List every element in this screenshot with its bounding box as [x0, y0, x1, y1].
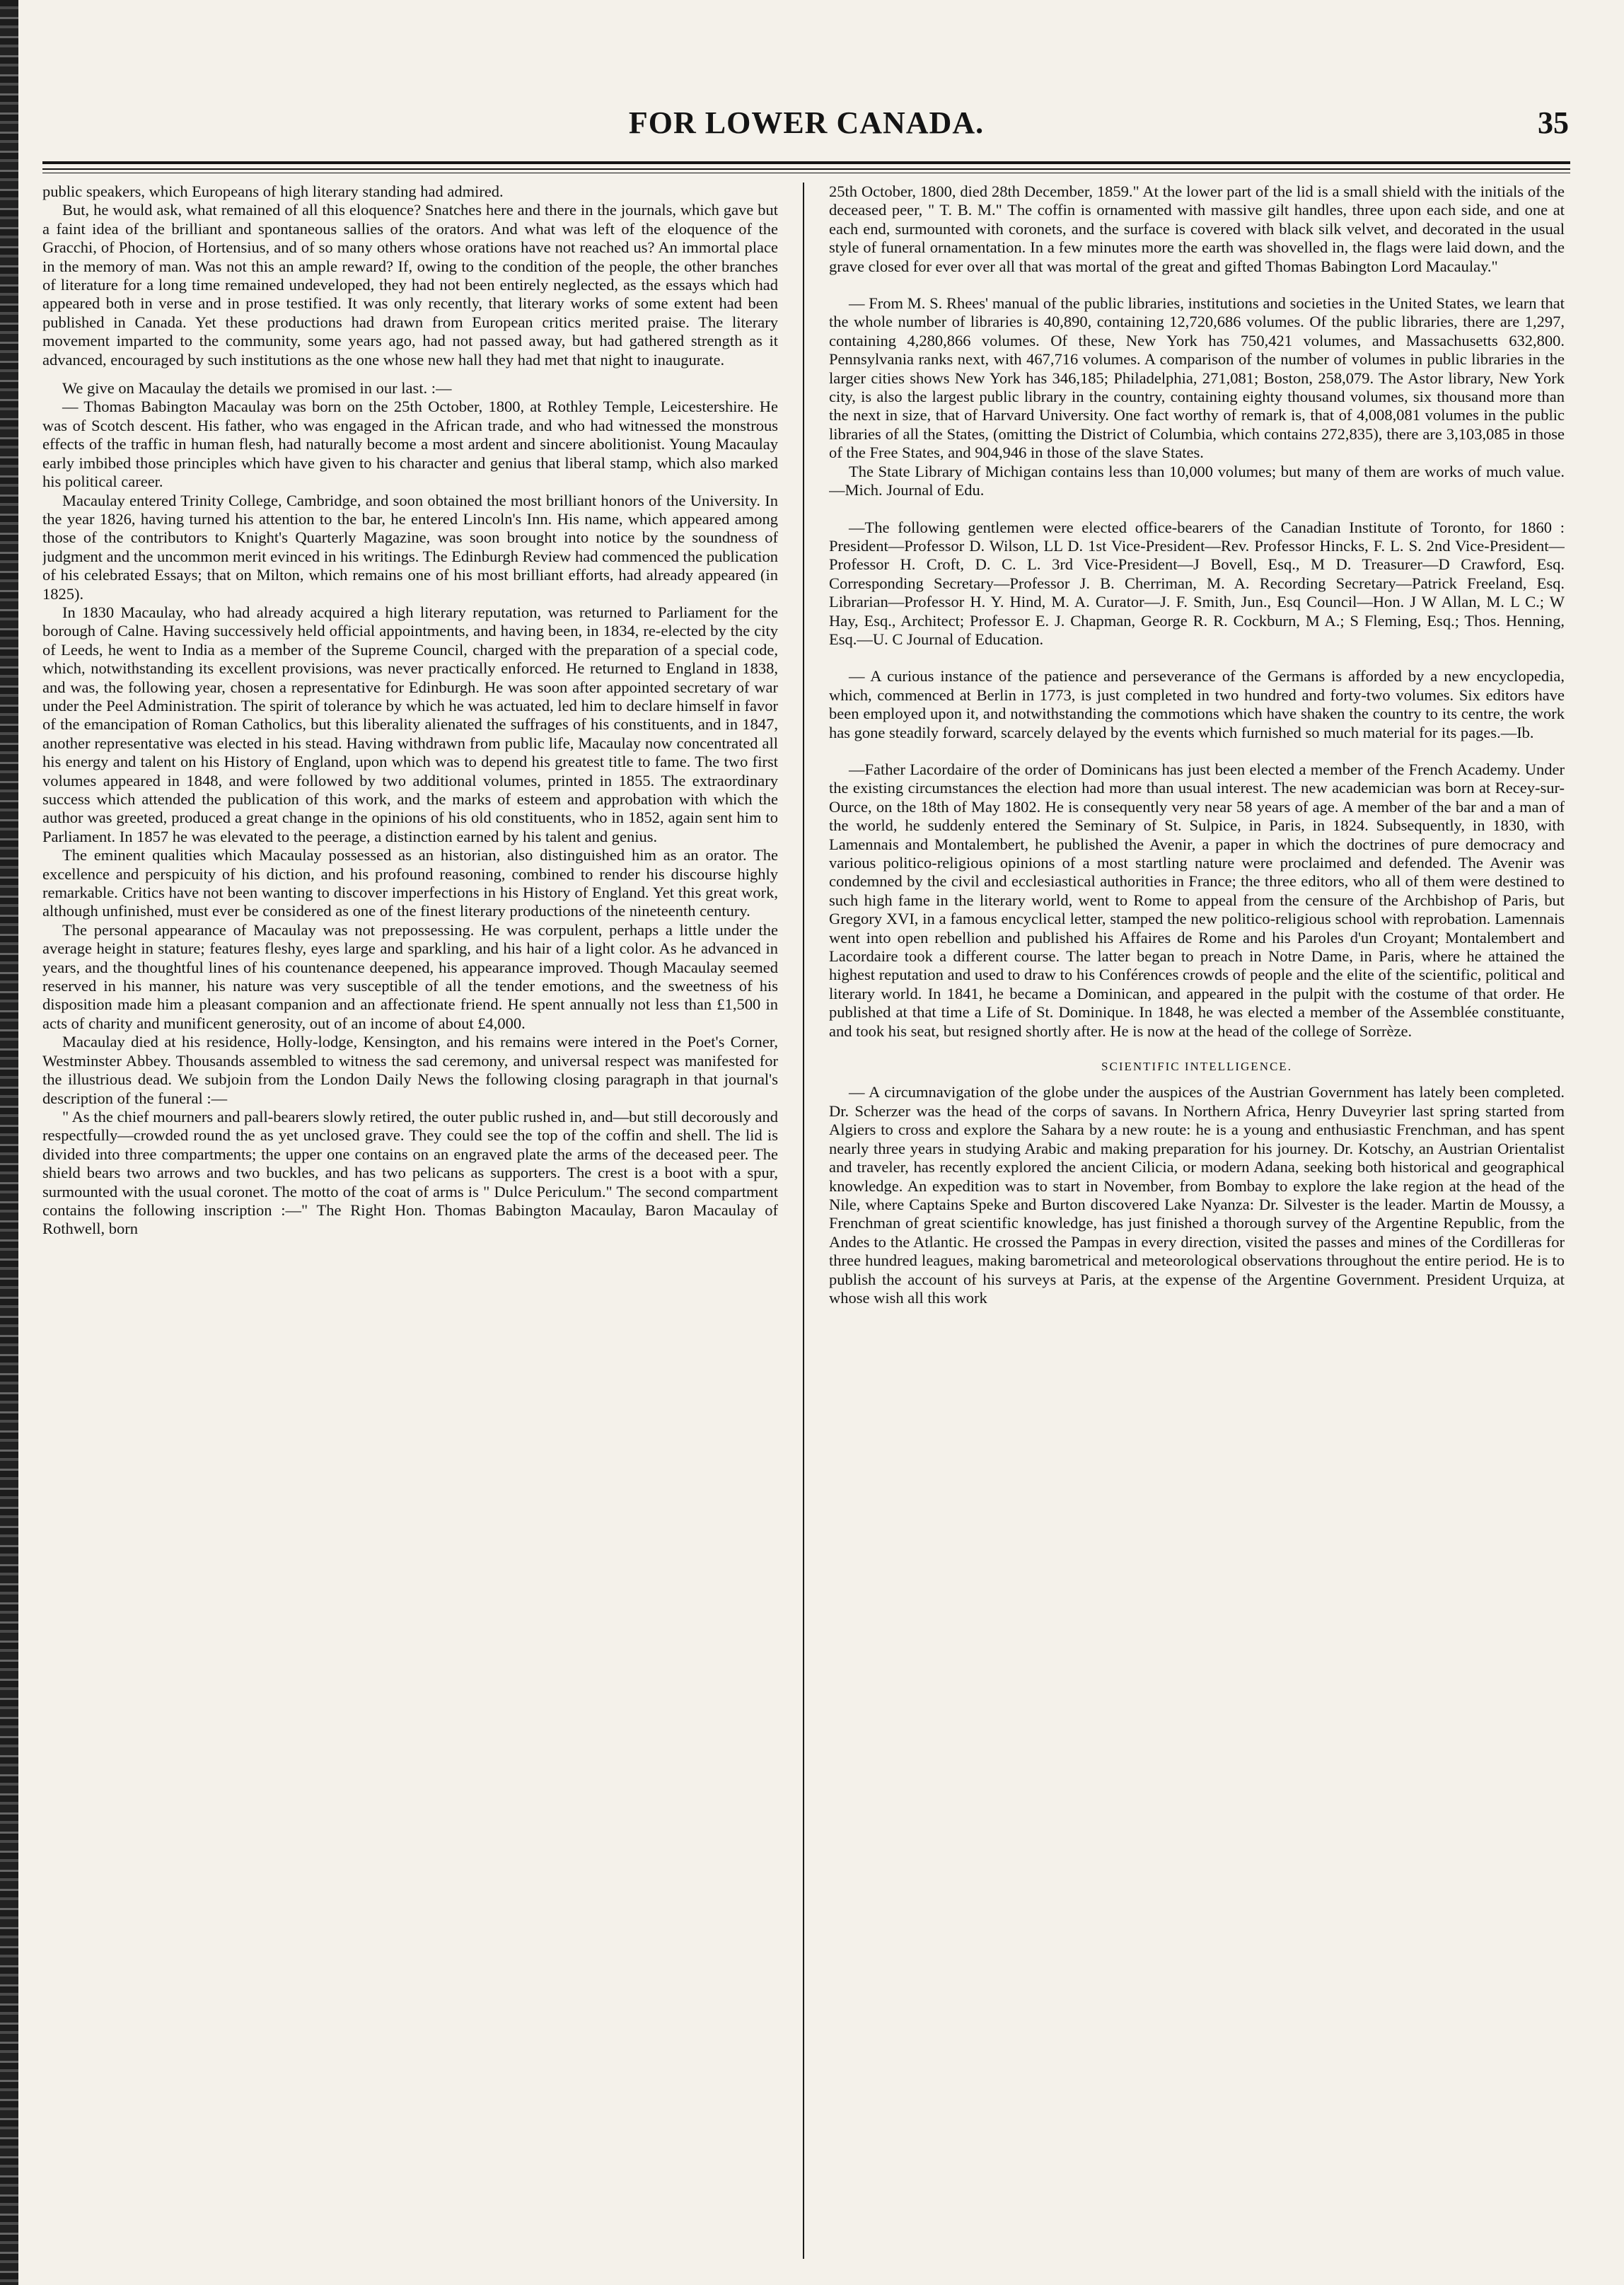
left-paragraph: — Thomas Babington Macaulay was born on the 25th October, 1800, at Rothley Temple, Leicestershire. He was of Scotch descent. His father, who was engaged in the African trade, and who had witnessed the monstrous effects of the traffic in human flesh, had naturally become a most ardent and sincere abolitionist. Young Macaulay early imbibed those principles which have given to his character and genius that liberal stamp, which also marked his political career.: [42, 398, 778, 491]
left-paragraph: Macaulay died at his residence, Holly-lodge, Kensington, and his remains were intered in the Poet's Corner, Westminster Abbey. Thousands assembled to witness the sad ceremony, and universal respect was manifested for the illustrious dead. We subjoin from the London Daily News the following closing paragraph in that journal's description of the funeral :—: [42, 1033, 778, 1107]
right-paragraph: —The following gentlemen were elected office-bearers of the Canadian Institute of Toronto, for 1860 : President—Professor D. Wilson, LL D. 1st Vice-President—Rev. Professor Hincks, F. L. S. 2nd Vice-President—Professor H. Croft, D. C. L. 3rd Vice-President—J Bovell, Esq., M D. Treasurer—D Crawford, Esq. Corresponding Secretary—Professor J. B. Cherriman, M. A. Recording Secretary—Patrick Freeland, Esq. Librarian—Professor H. Y. Hind, M. A. Curator—J. F. Smith, Jun., Esq Council—Hon. J W Allan, M. L C.; W Hay, Esq., Architect; Professor E. J. Chapman, George R. R. Cockburn, M A.; S Fleming, Esq.; Thos. Henning, Esq.—U. C Journal of Education.: [829, 518, 1565, 648]
page-header: [42, 105, 1570, 154]
page-number: 35: [1538, 105, 1569, 140]
left-paragraph: The eminent qualities which Macaulay possessed as an historian, also distinguished him as an orator. The excellence and perspicuity of his diction, and his profound reasoning, combined to render his discourse highly remarkable. Critics have not been wanting to discover imperfections in his History of England. Yet this great work, although unfinished, must ever be considered as one of the finest literary productions of the nineteenth century.: [42, 846, 778, 920]
section-heading: SCIENTIFIC INTELLIGENCE.: [1101, 1060, 1292, 1074]
newspaper-page: [42, 0, 1570, 2285]
left-paragraph: Macaulay entered Trinity College, Cambridge, and soon obtained the most brilliant honors of the University. In the year 1826, having turned his attention to the bar, he entered Lincoln's Inn. His name, which appeared among those of the contributors to Knight's Quarterly Magazine, was soon brought into notice by the soundness of judgment and the uncommon merit evinced in his writings. The Edinburgh Review had commenced the publication of his celebrated Essays; that on Milton, which remains one of his most brilliant efforts, had already appeared (in 1825).: [42, 491, 778, 603]
left-paragraph: The personal appearance of Macaulay was not prepossessing. He was corpulent, perhaps a little under the average height in stature; features fleshy, eyes large and sparkling, and his hair of a light color. As he advanced in years, and the thoughtful lines of his countenance deepened, his appearance improved. Though Macaulay seemed reserved in his manner, his nature was very susceptible of all the tender emotions, and the sweetness of his disposition made him a pleasant companion and an affectionate friend. He spent annually not less than £1,500 in acts of charity and munificent generosity, out of an income of about £4,000.: [42, 920, 778, 1032]
header-rule-thin: [42, 168, 1570, 170]
right-paragraph: 25th October, 1800, died 28th December, 1859." At the lower part of the lid is a small shield with the initials of the deceased peer, " T. B. M." The coffin is ornamented with massive gilt handles, three upon each side, and one at each end, surmounted with coronets, and the surface is covered with black silk velvet, and decorated in the usual style of funeral ornamentation. In a few minutes more the earth was shovelled in, the flags were laid down, and the grave closed for ever over all that was mortal of the great and gifted Thomas Babington Lord Macaulay.": [829, 183, 1565, 275]
left-column: [42, 183, 778, 2259]
left-paragraph: " As the chief mourners and pall-bearers slowly retired, the outer public rushed in, and—but still decorously and respectfully—crowded round the as yet unclosed grave. They could see the top of the coffin and shell. The lid is divided into three compartments; the upper one contains on an engraved plate the arms of the deceased peer. The shield bears two arrows and two buckles, and has two pelicans as supporters. The crest is a boot with a spur, surmounted with the usual coronet. The motto of the coat of arms is " Dulce Periculum." The second compartment contains the following inscription :—" The Right Hon. Thomas Babington Macaulay, Baron Macaulay of Rothwell, born: [42, 1107, 778, 1238]
column-divider: [803, 183, 804, 2259]
right-paragraph: —Father Lacordaire of the order of Dominicans has just been elected a member of the French Academy. Under the existing circumstances the election had more than usual interest. The new academician was born at Recey-sur-Ource, on the 18th of May 1802. He is consequently very near 58 years of age. A member of the bar and a man of the world, he suddenly entered the Seminary of St. Sulpice, in Paris, in 1824. Subsequently, in 1830, with Lamennais and Montalembert, he published the Avenir, a paper in which the doctrines of pure democracy and various politico-religious opinions of a most startling nature were proclaimed and defended. The Avenir was condemned by the civil and ecclesiastical authorities in France; the three editors, who all of them were destined to such high fame in the literary world, went to Rome to appeal from the censure of the Archbishop of Paris, but Gregory XVI, in a famous encyclical letter, stamped the new politico-religious school with reprobation. Lamennais went into open rebellion and published his Affaires de Rome and his Paroles d'un Croyant; Montalembert and Lacordaire took a different course. The latter began to preach in Notre Dame, in Paris, where he attained the highest reputation and used to draw to his Conférences crowds of people and the elite of the scientific, political and literary world. In 1841, he became a Dominican, and appeared in the pulpit with the costume of that order. He published at that time a Life of St. Dominique. In 1848, he was elected a member of the Assemblée constituante, and took his seat, but resigned shortly after. He is now at the head of the college of Sorrèze.: [829, 760, 1565, 1040]
right-paragraph: The State Library of Michigan contains less than 10,000 volumes; but many of them are works of much value.—Mich. Journal of Edu.: [829, 462, 1565, 499]
right-column: [829, 183, 1565, 2259]
running-title: FOR LOWER CANADA.: [628, 105, 985, 140]
page-binding-edge: [0, 0, 18, 2285]
header-rule-thick: [42, 161, 1570, 164]
right-paragraph: — A curious instance of the patience and perseverance of the Germans is afforded by a new encyclopedia, which, commenced at Berlin in 1773, is just completed in two hundred and forty-two volumes. Six editors have been employed upon it, and notwithstanding the commotions which have shaken the country to its centre, the work has gone steadily forward, scarcely delayed by the events which furnished so much material for its pages.—Ib.: [829, 667, 1565, 741]
right-paragraph: — From M. S. Rhees' manual of the public libraries, institutions and societies in the United States, we learn that the whole number of libraries is 40,890, containing 12,720,686 volumes. Of the public libraries, there are 1,297, containing 4,280,866 volumes. Of these, New York has 750,421 volumes, and Massachusetts 632,800. Pennsylvania ranks next, with 467,716 volumes. A comparison of the number of volumes in public libraries in the larger cities shows New York has 346,185; Philadelphia, 271,081; Boston, 258,079. The Astor library, New York city, is also the largest public library in the country, containing eighty thousand volumes, six thousand more than the next in size, that of Harvard University. One fact worthy of remark is, that of 4,008,081 volumes in the public libraries of all the States, (omitting the District of Columbia, which contains 272,835), there are 3,103,085 in those of the Free States, and 904,946 in those of the slave States.: [829, 294, 1565, 462]
left-paragraph: public speakers, which Europeans of high literary standing had admired.: [42, 183, 504, 200]
left-paragraph: In 1830 Macaulay, who had already acquired a high literary reputation, was returned to Parliament for the borough of Calne. Having successively held official appointments, and having been, in 1834, re-elected by the city of Leeds, he went to India as a member of the Supreme Council, charged with the preparation of a special code, which, notwithstanding its excellent provisions, was never practically enforced. He returned to England in 1838, and was, the following year, chosen a representative for Edinburgh. He was soon after appointed secretary of war under the Peel Administration. The spirit of tolerance by which he was actuated, led him to declare himself in favor of the emancipation of Roman Catholics, but this liberality alienated the suffrages of his constituents, and in 1847, another representative was elected in his stead. Having withdrawn from public life, Macaulay now concentrated all his energy and talent on his History of England, upon which was to depend his greatest title to fame. The two first volumes appeared in 1848, and were followed by two additional volumes, printed in 1855. The extraordinary success which attended the publication of this work, and the marks of esteem and approbation with which the author was greeted, produced a great change in the opinions of his old constituents, who in 1852, again sent him to Parliament. In 1857 he was elevated to the peerage, a distinction earned by his talent and genius.: [42, 603, 778, 845]
left-paragraph: But, he would ask, what remained of all this eloquence? Snatches here and there in the journals, which gave but a faint idea of the brilliant and spontaneous sallies of the orators. And what was left of the eloquence of the Gracchi, of Phocion, of Hortensius, and of so many others whose orations have not reached us? An immortal place in the memory of man. Was not this an ample reward? If, owing to the condition of the people, the other branches of literature for a long time remained undeveloped, they had not been entirely neglected, as the essays which had appeared both in verse and in prose testified. It was only recently, that literary works of some extent had been published in Canada. Yet these productions had drawn from European critics merited praise. The literary movement imparted to the community, some years ago, had not passed away, but had gathered strength as it advanced, encouraged by such institutions as the one whose new hall they had met that night to inaugurate.: [42, 201, 778, 369]
right-paragraph: — A circumnavigation of the globe under the auspices of the Austrian Government has lately been completed. Dr. Scherzer was the head of the corps of savans. In Northern Africa, Henry Duveyrier last spring started from Algiers to cross and explore the Sahara by a new route: he is a young and enthusiastic Frenchman, and has spent nearly three years in studying Arabic and making preparation for his journey. Dr. Kotschy, an Austrian Orientalist and traveler, has recently explored the ancient Cilicia, or modern Adana, seeking both historical and geographical knowledge. An expedition was to start in November, from Bombay to explore the lake region at the head of the Nile, where Captains Speke and Burton discovered Lake Nyanza: Dr. Silvester is the leader. Martin de Moussy, a Frenchman of great scientific knowledge, has just finished a thorough survey of the Argentine Republic, from the Andes to the Atlantic. He crossed the Pampas in every direction, visited the passes and mines of the Cordilleras for three hundred leagues, making barometrical and meteorological observations throughout the entire period. He is to publish the account of his surveys at Paris, at the expense of the Argentine Government. President Urquiza, at whose wish all this work: [829, 1083, 1565, 1307]
left-paragraph: We give on Macaulay the details we promised in our last. :—: [62, 379, 452, 398]
